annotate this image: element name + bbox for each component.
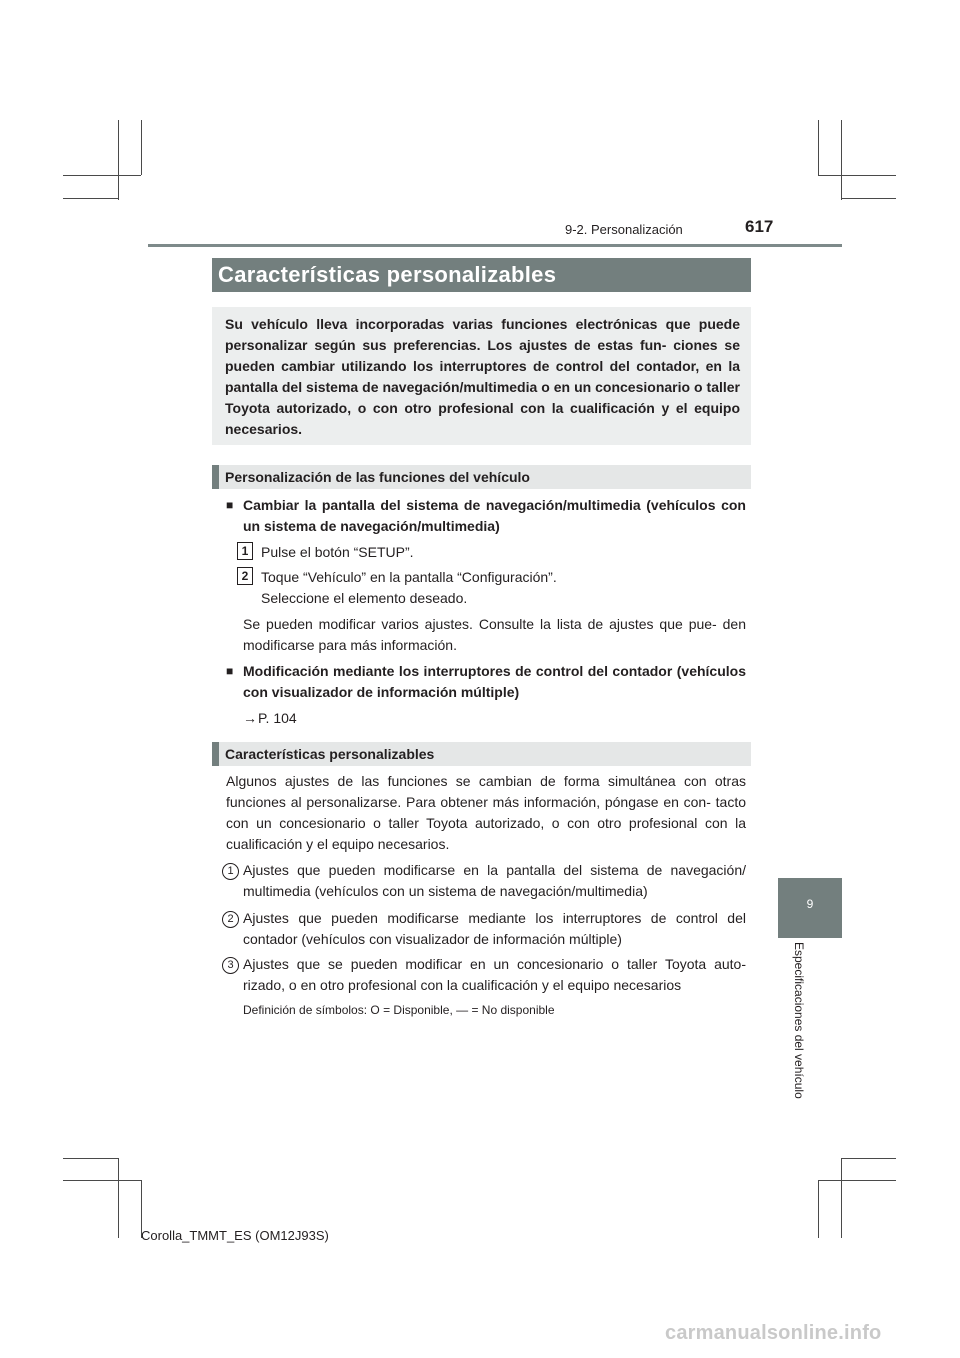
section-heading-features: Características personalizables [225, 746, 435, 762]
symbol-definition-note: Definición de símbolos: O = Disponible, — = No disponible [243, 1003, 555, 1017]
section-heading-customization: Personalización de las funciones del vehículo [225, 469, 530, 485]
page-reference-link[interactable]: P. 104 [258, 710, 297, 726]
crop-mark [841, 120, 842, 200]
crop-mark [141, 120, 142, 175]
list-item-3: Ajustes que se pueden modificar en un concesionario o taller Toyota auto- rizado, o en otro profesional con la cualificación y el equipo necesarios [243, 956, 746, 993]
chapter-number: 9 [806, 897, 814, 911]
step-number-1: 1 [237, 542, 253, 560]
crop-mark [841, 198, 896, 199]
list-item-1: Ajustes que pueden modificarse en la pantalla del sistema de navegación/ multimedia (vehículos con un sistema de navegación/multimedia) [243, 862, 746, 899]
navigation-paragraph: Se pueden modificar varios ajustes. Consulte la lista de ajustes que pue- den modificarse para más información. [243, 616, 746, 653]
crop-mark [818, 1180, 819, 1238]
chapter-label: Especificaciones del vehículo [792, 942, 806, 1099]
page-number: 617 [745, 217, 774, 236]
crop-mark [841, 1158, 842, 1238]
bullet-square: ■ [226, 498, 234, 512]
step-3-text: Seleccione el elemento deseado. [261, 590, 468, 606]
header-rule [148, 244, 842, 247]
bullet-square: ■ [226, 664, 234, 678]
item-heading-meter-switches: Modificación mediante los interruptores de control del contador (vehículos con visualizador de información múltiple) [243, 663, 746, 700]
crop-mark [818, 1180, 896, 1181]
features-paragraph: Algunos ajustes de las funciones se cambian de forma simultánea con otras funciones al personalizarse. Para obtener más información, póngase en con- tacto con un concesionario o taller Toyota autorizado, o con otro profesional con la cualificación y el equipo necesarios. [226, 773, 746, 852]
crop-mark [63, 1158, 118, 1159]
section-heading-accent [212, 742, 219, 766]
crop-mark [63, 198, 118, 199]
list-number-2: 2 [222, 911, 239, 928]
step-1-text: Pulse el botón “SETUP”. [261, 544, 414, 560]
crop-mark [118, 1158, 119, 1238]
crop-mark [841, 1158, 896, 1159]
crop-mark [63, 175, 141, 176]
reference-arrow: → [243, 710, 257, 726]
crop-mark [818, 175, 896, 176]
section-heading-accent [212, 465, 219, 489]
item-heading-navigation: Cambiar la pantalla del sistema de navegación/multimedia (vehículos con un sistema de navegación/multimedia) [243, 497, 746, 534]
list-number-3: 3 [222, 957, 239, 974]
watermark: carmanualsonline.info [665, 1322, 882, 1344]
step-2-text: Toque “Vehículo” en la pantalla “Configuración”. [261, 569, 557, 585]
page-title: Características personalizables [218, 262, 557, 287]
step-number-2: 2 [237, 567, 253, 585]
intro-text: Su vehículo lleva incorporadas varias funciones electrónicas que puede personalizar según sus preferencias. Los ajustes de estas fun- ciones se pueden cambiar utilizando los interruptores de control del contador, en la pantalla del sistema de navegación/multimedia o en un concesionario o taller Toyota autorizado, o con otro profesional con la cualificación y el equipo necesarios. [225, 316, 740, 437]
document-code: Corolla_TMMT_ES (OM12J93S) [141, 1228, 329, 1243]
crop-mark [818, 120, 819, 175]
list-number-1: 1 [222, 863, 239, 880]
crop-mark [63, 1180, 141, 1181]
list-item-2: Ajustes que pueden modificarse mediante los interruptores de control del contador (vehículos con visualizador de información múltiple) [243, 910, 746, 947]
running-header-section: 9-2. Personalización [565, 222, 683, 237]
crop-mark [118, 120, 119, 200]
